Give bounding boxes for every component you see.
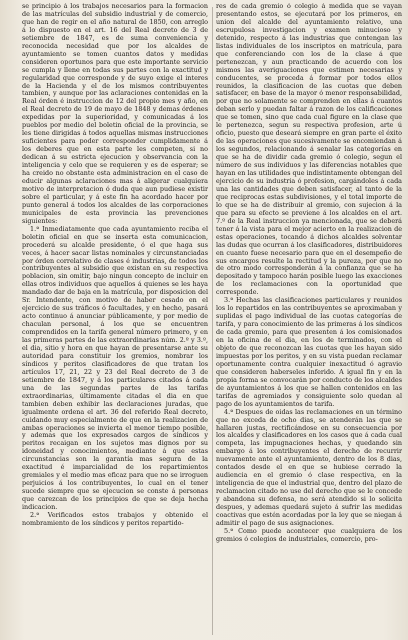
right-paragraph-1: res de cada gremio ó colegio á medida que se vayan presentando estos, se ejecutará por los primeros, en union del alcalde del ayuntamiento relativo, una escrupulosa investigacion y examen minucioso y detenido, respecto á las industrias que contengan las listas individuales de los inscriptos en matrícula, para que conferenciando con los de la clase á que pertenezcan, y aun practicando de acuerdo con los mismos las averiguaciones que estimen necesarias y conducentes, se proceda á formar por todos ellos reunidos, la clasificacion de las cuotas que deben satisfacer, en base de la mayor ó menor responsabilidad, por que no solamente se comprenden en ellas á cuantos deban serlo y puedan faltar á razon de los calificaciones que se tomen, sino que cada cual figure en la clase que le pertenezca, segun su respectiva profesion, arte ú oficio, puesto que deseará siempre en gran parte el éxito de las operaciones que sucesivamente se encomiendan á los segundos, relacionando á senalar las categorías en que se ha de dividir cada gremio ó colegio, segun el número de sus individuos y las diferencias notables que hayan en las utilidades que indistintamente obtengan del ejercicio de su industria ó profesion, cargándoles á cada una las cantidades que deben satisfacer, al tanto de la que reciprocas estas subdivisiones, y el total importe de lo que se ha de distribuir al gremio, con sujecion á la que para su efecto se previene á los alcaldes en el art. 7.º de la Real instruccion ya mencionada, que se deberá tener á la vista para el mejor acierto en la realizacion de estas operaciones, tocando á dichos alcaldes solventar las dudas que ocurran á los clasificadores, distribuidores en cuanto fuese necesario para que en el desempeño de sus encargos resulte la rectitud y la pureza, por que no de otro modo corresponderán á la confianza que se ha depositado y tampoco harán posible luego las exacciones de los reclamaciones con la oportunidad que corresponde. (216, 3, 402, 297)
left-paragraph-3: 2.ª Verificados estos trabajos y obtenido el nombramiento de los síndicos y peritos repartido- (22, 511, 208, 527)
text-columns (22, 3, 402, 640)
left-paragraph-1: se principio á los trabajos necesarios para la formacion de las matrículas del subsidio industrial y de comercio, que han de regir en el año natural de 1850, con arreglo á lo dispuesto en el art. 16 del Real decreto de 3 de setiembre de 1847, es de suma conveniencia y reconocida necesidad que por los alcaldes de ayuntamiento se tomen cuantos datos y medidas consideren oportunos para que este importante servicio se cumpla y llene en todas sus partes con la exactitud y regularidad que corresponde y de suyo exige el interes de la Hacienda y el de los mismos contribuyentes tambien, y aunque por las aclaraciones contenidas en la Real órden é instruccion de 12 del propio mes y año, en el Real decreto de 19 de mayo de 1848 y demas órdenes expedidas por la superioridad, y comunicadas á los pueblos por medio del boletin oficial de la provincia, se les tiene dirigidas á todos aquellas mismas instrucciones suficientes para poder corresponder cumplidamente á los deberes que en esta parte les competen, si no dedican á su estricta ejecucion y observancia con la inteligencia y celo que se requieren y es de esperar; se ha creido no obstante esta administracion en el caso de educir algunas aclaraciones mas á aligerar cualquiera motivo de interpretacion ó duda que aun pudiese existir sobre el particular, y á este fin ha acordado hacer por punto general á todos los alcaldes de las corporaciones municipales de esta provincia las prevenciones siguientes: (22, 3, 208, 225)
right-column (216, 3, 402, 640)
left-column (22, 3, 208, 640)
left-paragraph-2: 1.ª Inmediatamente que cada ayuntamiento reciba el boletin oficial en que se inserta esta comunicacion, procederá su alcalde presidente, ó el que haga sus veces, á hacer sacar listas nominales y circunstanciadas por órden correlativo de clases é industrias, de todos los contribuyentes al subsidio que existan en su respectiva poblacion, sin omitir, bajo ningun concepto de incluir en ellas otros individuos que aquellos á quienes se les haya mandado dar de baja en la matrícula, por disposicion del Sr. Intendente, con motivo de haber cesado en el ejercicio de sus tráficos ó facultades, y en hecho, pasará acto continuo á anunciar públicamente, y por medio de chaculan personal, á los que se encuentren comprendidos en la tarifa general número primero, y en las primeras partes de las extraordinarias núm. 2.º y 3.º, el dia, sitio y hora en que hayan de presentarse ante su autoridad para constituir los gremios, nombrar los síndicos y peritos clasificadores de que tratan los artículos 17, 21, 22 y 23 del Real decreto de 3 de setiembre de 1847, y á los particulares citados á cada una de las segundas partes de las tarifas extraordinarias, últimamente citadas el dia en que tambien deben exhibir las declaraciones juradas, que igualmente ordena el art. 36 del referido Real decreto, cuidando muy especialmente de que en la realizacion de ambas operaciones se invierta el menor tiempo posible, y ademas que los expresados cargos de síndicos y peritos recaigan en los sujetos mas dignos por su idoneidad y conocimientos, mediante á que estas circunstancias son la garantía mas segura de la exactitud é imparcialidad de los repartimientos gremiales y el medio mas eficaz para que no se irroguen perjuicios á los contribuyentes, lo cual en el tener sucede siempre que se ejecucion se conste á personas que carezcan de los principios de que se deja hecha indicacion. (22, 224, 208, 512)
right-paragraph-3: 4.ª Despues de oidas las reclamaciones en un término que no exceda de ocho dias, se atenderán las que se hallaren justas, rectificándose en su consecuencia por los alcaldes y clasificadores en los casos que á cada cual competa, las impugnaciones hechas, y quedando sin embargo á los contribuyentes el derecho de recurrir nuevamente ante el ayuntamiento, dentro de los 8 dias, contados desde el en que se hubiese cerrado la audiencia en el gremio ó clase respectiva, en la inteligencia de que el industrial que, dentro del plazo de reclamacion citado no use del derecho que se le concede y abandona su defensa, no será atendido si lo solicita despues, y ademas quedará sujeto á sufrir las medidas coactivas que estén acordadas por la ley que se niegan á admitir el pago de sus asignaciones. (216, 407, 402, 527)
right-paragraph-4: 5.ª Como puede acontecer que cualquiera de los gremios ó colegios de industriales, comercio, pro- (216, 526, 402, 543)
column-divider (212, 7, 213, 635)
right-paragraph-2: 3.ª Hechas las clasificaciones particulares y reunidos los lo repartidos en las contribuyentes se aproximaban y suplidas el pago individual de las cuotas categorías de tarifa, y para conocimiento de las primeras á los síndicos de cada gremio, para que presenten á los comisionados en la oficina de el dia, en los de terminados, con el objeto de que reconozcan las cuotas que les hayan sido impuestas por los peritos, y en su vista puedan reclamar oportunamente contra cualquier inexactitud ó agravio que consideren haberseles inferido. A igual fin y en la propia forma se convocarán por conducto de los alcaldes de ayuntamientos á los que se hallen contenidos en las tarifas de agremiados y consiguiente solo quedan al pago de los ayuntamientos de tarifa. (216, 296, 402, 408)
